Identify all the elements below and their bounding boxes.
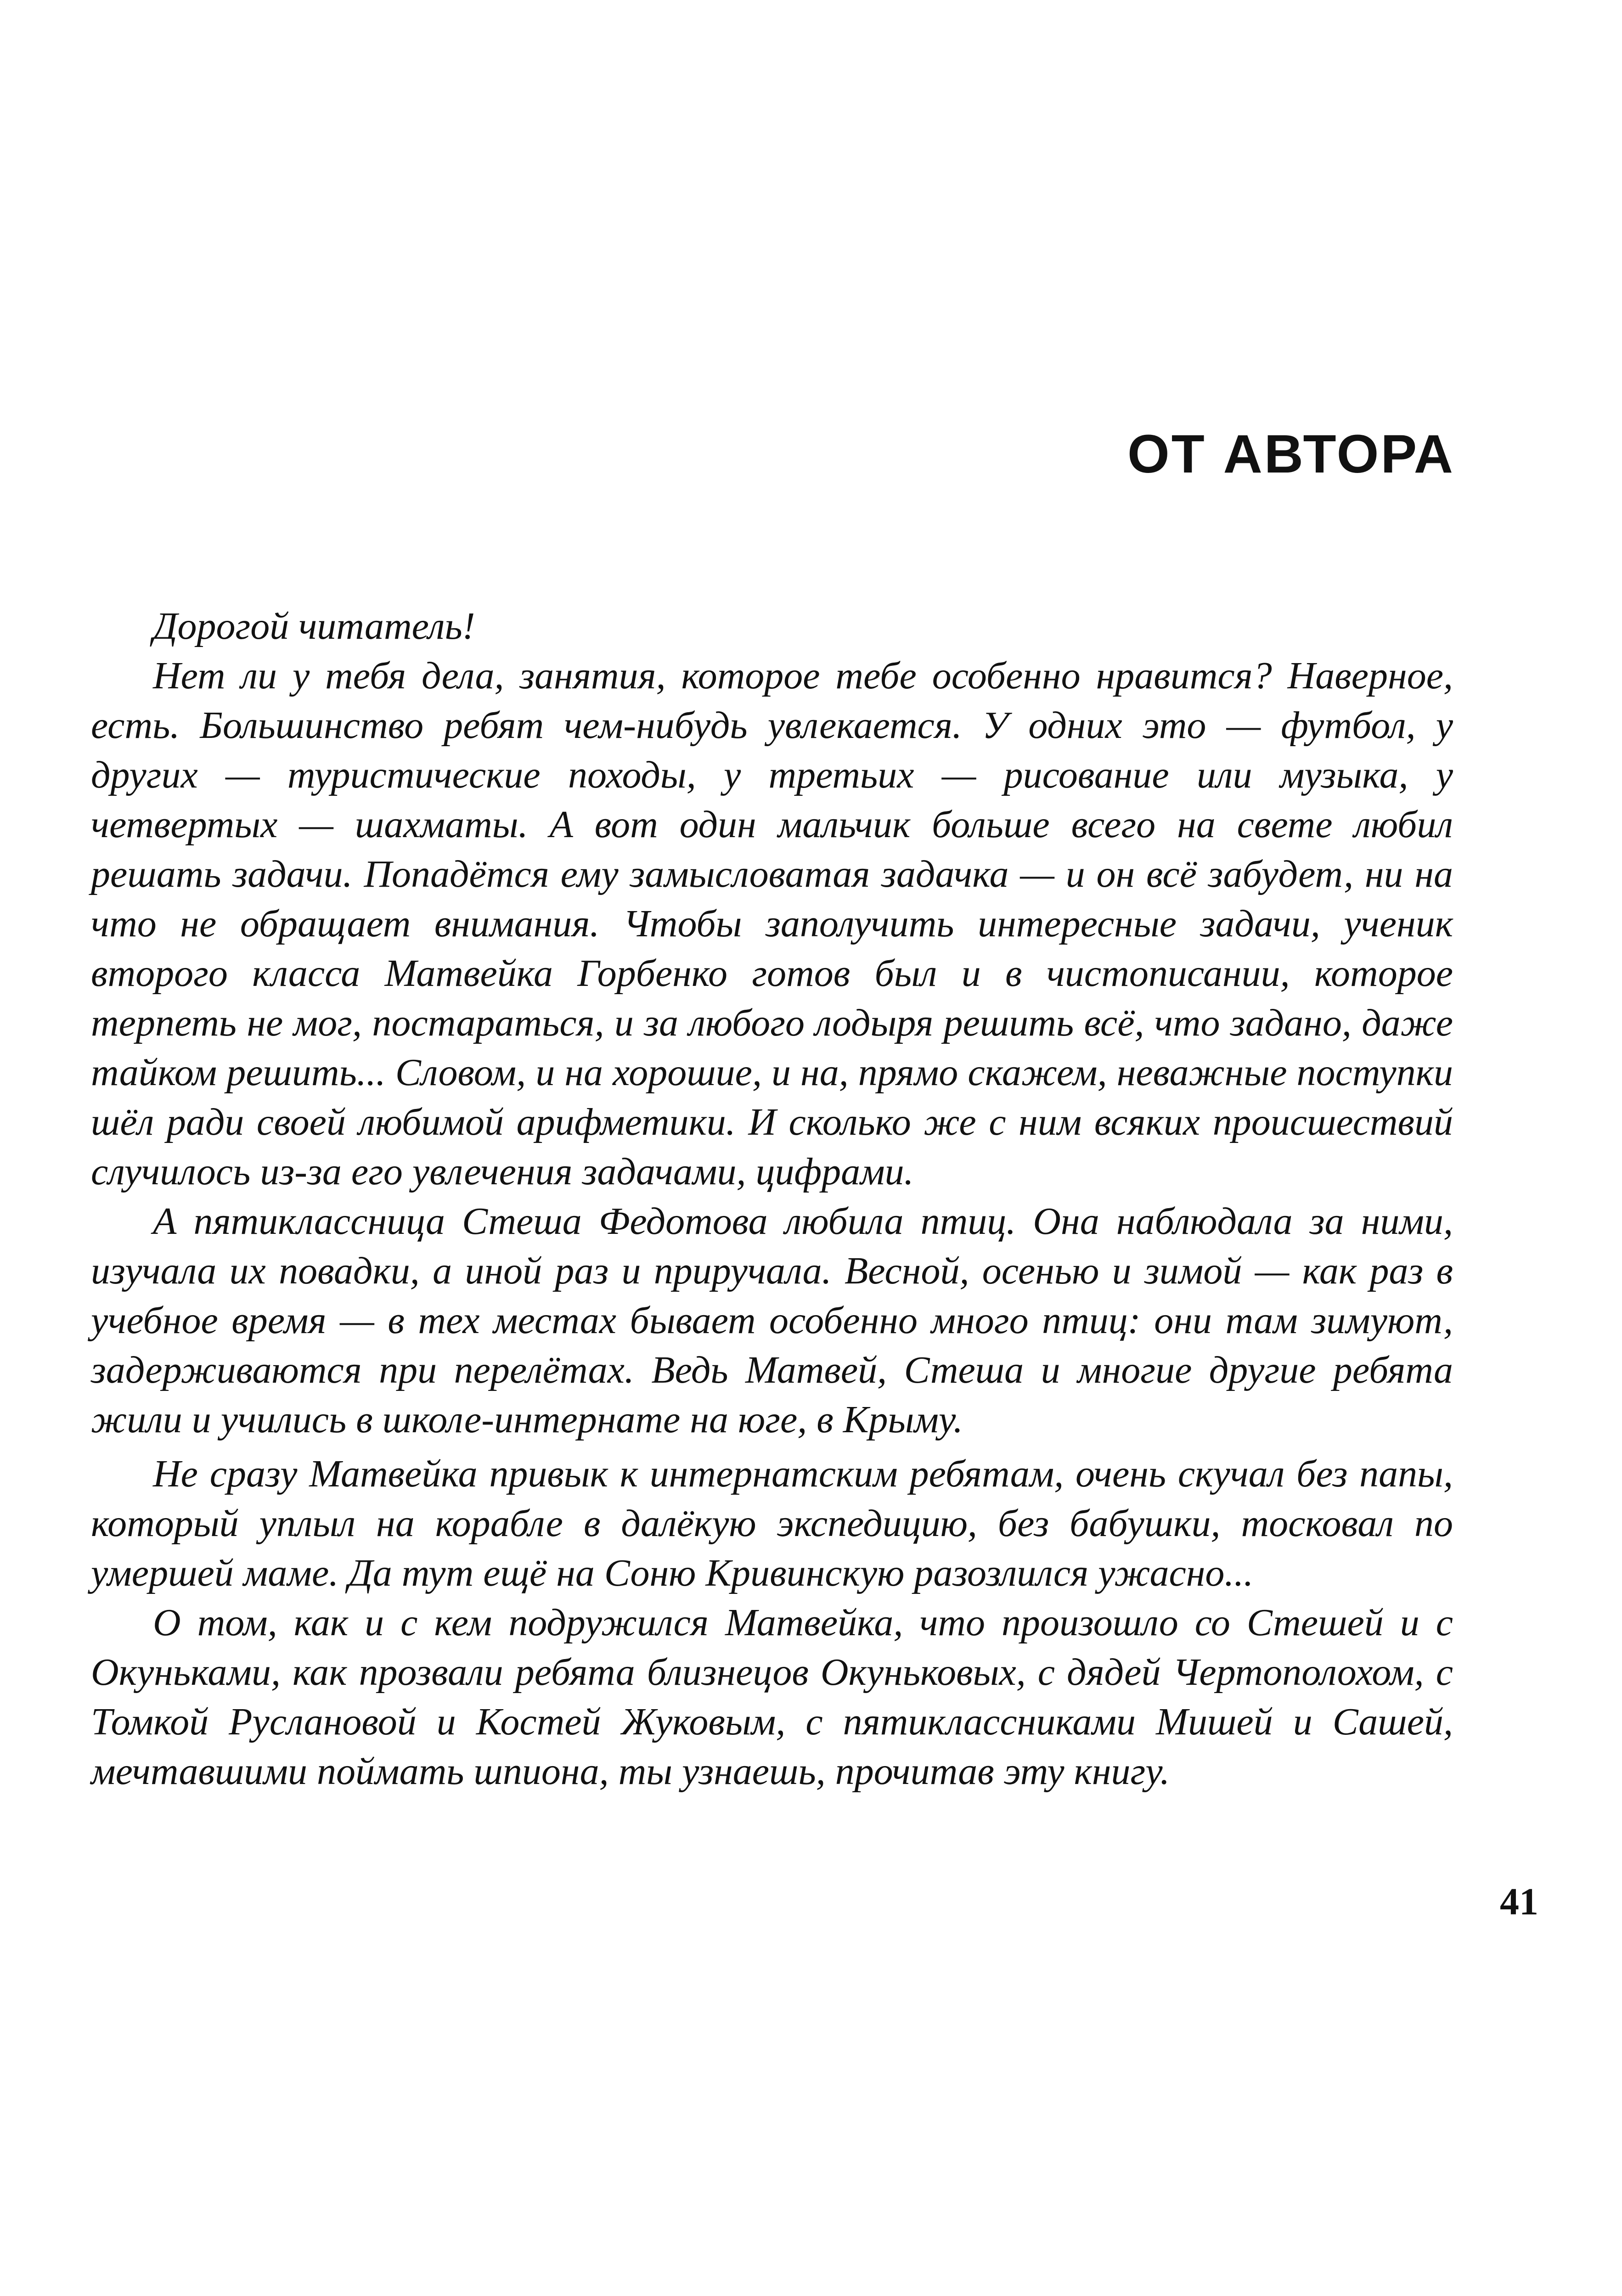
paragraph-3: Не сразу Матвейка привык к интернатским ребятам, очень скучал без папы, который уплыл на корабле в далёкую экспедицию, без бабушки, тосковал по умершей маме. Да тут ещё на Соню Кривинскую разозлился ужасно... (91, 1452, 1453, 1594)
paragraph-2: А пятиклассница Стеша Федотова любила птиц. Она наблюдала за ними, изучала их повадки, а иной раз и приручала. Весной, осенью и зимой — как раз в учебное время — в тех местах бывает особенно много птиц: они там зимуют, задерживаются при перелётах. Ведь Матвей, Стеша и многие другие ребята жили и учились в школе-интернате на юге, в Крыму. (91, 1200, 1453, 1441)
page-title: ОТ АВТОРА (1127, 424, 1455, 484)
body-text (91, 602, 1453, 1796)
paragraph-1: Нет ли у тебя дела, занятия, которое тебе особенно нравится? Наверное, есть. Большинство ребят чем-нибудь увлекается. У одних это — футбол, у других — туристические походы, у третьих — рисование или музыка, у четвертых — шахматы. А вот один мальчик больше всего на свете любил решать задачи. Попадётся ему замысловатая задачка — и он всё забудет, ни на что не обращает внимания. Чтобы заполучить интересные задачи, ученик второго класса Матвейка Горбенко готов был и в чистописании, которое терпеть не мог, постараться, и за любого лодыря решить всё, что задано, даже тайком решить... Словом, и на хорошие, и на, прямо скажем, неважные поступки шёл ради своей любимой арифметики. И сколько же с ним всяких происшествий случилось из-за его увлечения задачами, цифрами. (91, 654, 1453, 1193)
page-number: 41 (1500, 1880, 1538, 1923)
paragraph-4: О том, как и с кем подружился Матвейка, что произошло со Стешей и с Окуньками, как прозвали ребята близнецов Окуньковых, с дядей Чертополохом, с Томкой Руслановой и Костей Жуковым, с пятиклассниками Мишей и Сашей, мечтавшими поймать шпиона, ты узнаешь, прочитав эту книгу. (91, 1601, 1453, 1793)
greeting-paragraph: Дорогой читатель! (153, 605, 475, 647)
